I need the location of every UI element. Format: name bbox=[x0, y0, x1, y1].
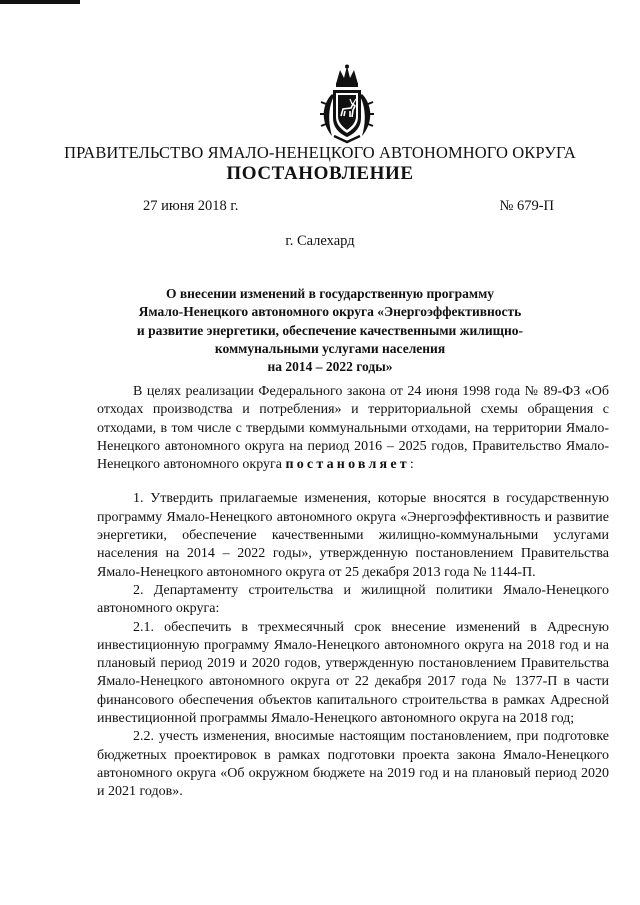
title-line: и развитие энергетики, обеспечение качественными жилищно- bbox=[136, 322, 524, 338]
top-edge-mark bbox=[0, 0, 80, 4]
decree-colon: : bbox=[409, 457, 414, 473]
document-type: ПОСТАНОВЛЕНИЕ bbox=[226, 163, 414, 184]
coat-of-arms-icon bbox=[318, 64, 376, 144]
item-2-2: 2.2. учесть изменения, вносимые настоящим постановлением, при подготовке бюджетных проектировок в рамках подготовки проекта закона Ямало-Ненецкого автономного округа «Об окружном бюджете на 2019 год и на плановый период 2020 и 2021 годов». bbox=[97, 729, 609, 800]
organization-name: ПРАВИТЕЛЬСТВО ЯМАЛО-НЕНЕЦКОГО АВТОНОМНОГО ОКРУГА bbox=[64, 143, 576, 162]
item-1: 1. Утвердить прилагаемые изменения, которые вносятся в государственную программу Ямало-Ненецкого автономного округа «Энергоэффективность и развитие энергетики, обеспечение качественными жилищно-коммунальными услугами населения на 2014 – 2022 годы», утвержденную постановлением Правительства Ямало-Ненецкого автономного округа от 25 декабря 2013 года № 1144-П. bbox=[97, 491, 609, 580]
document-title bbox=[110, 285, 550, 376]
decree-word: постановляет bbox=[285, 457, 410, 473]
title-line: О внесении изменений в государственную программу bbox=[165, 286, 495, 301]
document-city: г. Салехард bbox=[285, 233, 355, 249]
item-2-1: 2.1. обеспечить в трехмесячный срок внесение изменений в Адресную инвестиционную программу Ямало-Ненецкого автономного округа на 2018 год и на плановый период 2019 и 2020 годов, утвержденную постановлением Правительства Ямало-Ненецкого автономного округа от 22 декабря 2017 года № 1377-П в части финансового обеспечения объектов капитального строительства в рамках Адресной инвестиционной программы Ямало-Ненецкого автономного округа на 2018 год; bbox=[97, 619, 609, 727]
title-line: Ямало-Ненецкого автономного округа «Энергоэффективность bbox=[138, 304, 522, 320]
document-number: № 679-П bbox=[499, 198, 554, 214]
preamble-paragraph bbox=[97, 383, 609, 474]
document-body bbox=[97, 383, 609, 802]
item-2: 2. Департаменту строительства и жилищной политики Ямало-Ненецкого автономного округа: bbox=[97, 582, 609, 617]
preamble-text: В целях реализации Федерального закона от 24 июня 1998 года № 89-ФЗ «Об отходах производства и потребления» и территориальной схемы обращения с отходами, в том числе с твердыми коммунальными отходами, на территории Ямало-Ненецкого автономного округа на период 2016 – 2025 годов, Правительство Ямало-Ненецкого автономного округа bbox=[97, 384, 609, 473]
title-line: на 2014 – 2022 годы» bbox=[267, 359, 393, 375]
document-date: 27 июня 2018 г. bbox=[143, 198, 239, 214]
title-line: коммунальными услугами населения bbox=[214, 340, 446, 356]
